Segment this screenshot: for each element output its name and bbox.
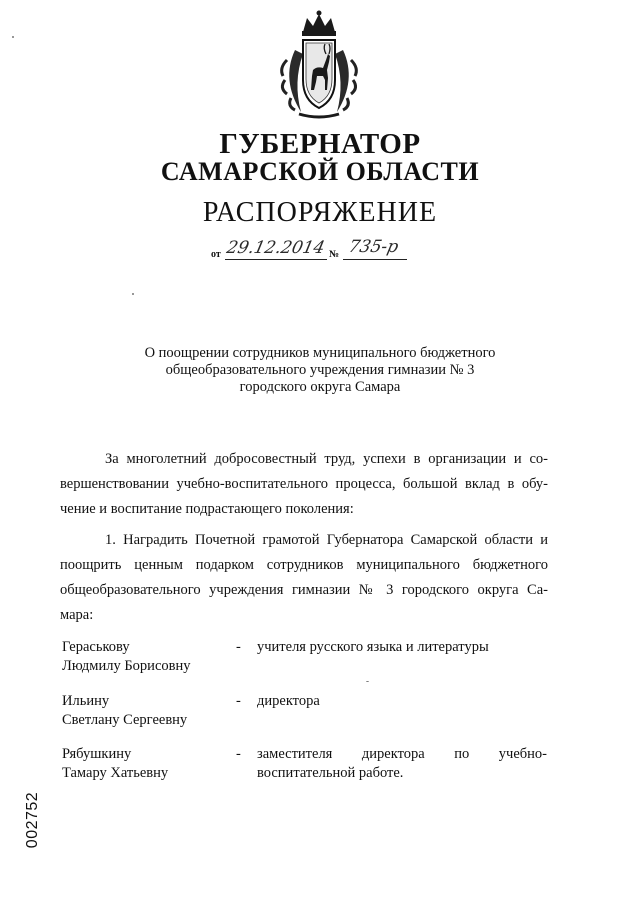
recipient-position: директора — [257, 693, 320, 709]
scan-speck — [132, 293, 134, 295]
paragraph-line: 1. Наградить Почетной грамотой Губернатора Самарской области и — [105, 532, 548, 548]
recipient-position: учителя русского языка и литературы — [257, 639, 489, 655]
handwritten-date: 29.12.2014 — [224, 238, 327, 258]
subject-line: общеобразовательного учреждения гимназии № 3 — [165, 362, 475, 378]
samara-coat-of-arms-icon — [273, 10, 365, 122]
date-number-line — [211, 238, 411, 266]
recipient-dash: - — [236, 639, 241, 655]
region-title: САМАРСКОЙ ОБЛАСТИ — [160, 157, 480, 186]
date-underline — [225, 259, 327, 260]
number-prefix-label: № — [329, 249, 340, 260]
subject-line: городского округа Самара — [239, 379, 401, 395]
margin-registration-number: 002752 — [24, 791, 41, 849]
scan-speck — [366, 681, 369, 682]
handwritten-number: 735-р — [346, 237, 401, 257]
paragraph-line: мара: — [60, 607, 94, 623]
subject-line: О поощрении сотрудников муниципального бюджетного — [144, 345, 496, 361]
governor-title: ГУБЕРНАТОР — [219, 128, 421, 160]
paragraph-line: общеобразовательного учреждения гимназии № 3 городского округа Са- — [60, 582, 548, 598]
scan-speck — [12, 36, 14, 38]
recipient-name: Гераськову Людмилу Борисовну — [62, 639, 191, 674]
order-subject — [100, 345, 540, 396]
paragraph-line: вершенствовании учебно-воспитательного процесса, большой вклад в обу- — [60, 476, 548, 492]
paragraph-line: За многолетний добросовестный труд, успехи в организации и со- — [105, 451, 548, 467]
paragraph-line: чение и воспитание подрастающего поколения: — [60, 501, 354, 517]
recipient-name: Рябушкину Тамару Хатьевну — [62, 746, 169, 781]
preamble-paragraph — [60, 447, 548, 522]
recipient-name: Ильину Светлану Сергеевну — [62, 693, 188, 728]
paragraph-line: поощрить ценным подарком сотрудников муниципального бюджетного — [60, 557, 548, 573]
award-paragraph — [60, 528, 548, 628]
date-prefix-label: от — [211, 249, 221, 260]
number-underline — [343, 259, 407, 260]
recipient-dash: - — [236, 693, 241, 709]
recipient-position: заместителя директора по учебно- воспитательной работе. — [257, 746, 547, 781]
document-type: РАСПОРЯЖЕНИЕ — [202, 197, 438, 228]
recipient-dash: - — [236, 746, 241, 762]
